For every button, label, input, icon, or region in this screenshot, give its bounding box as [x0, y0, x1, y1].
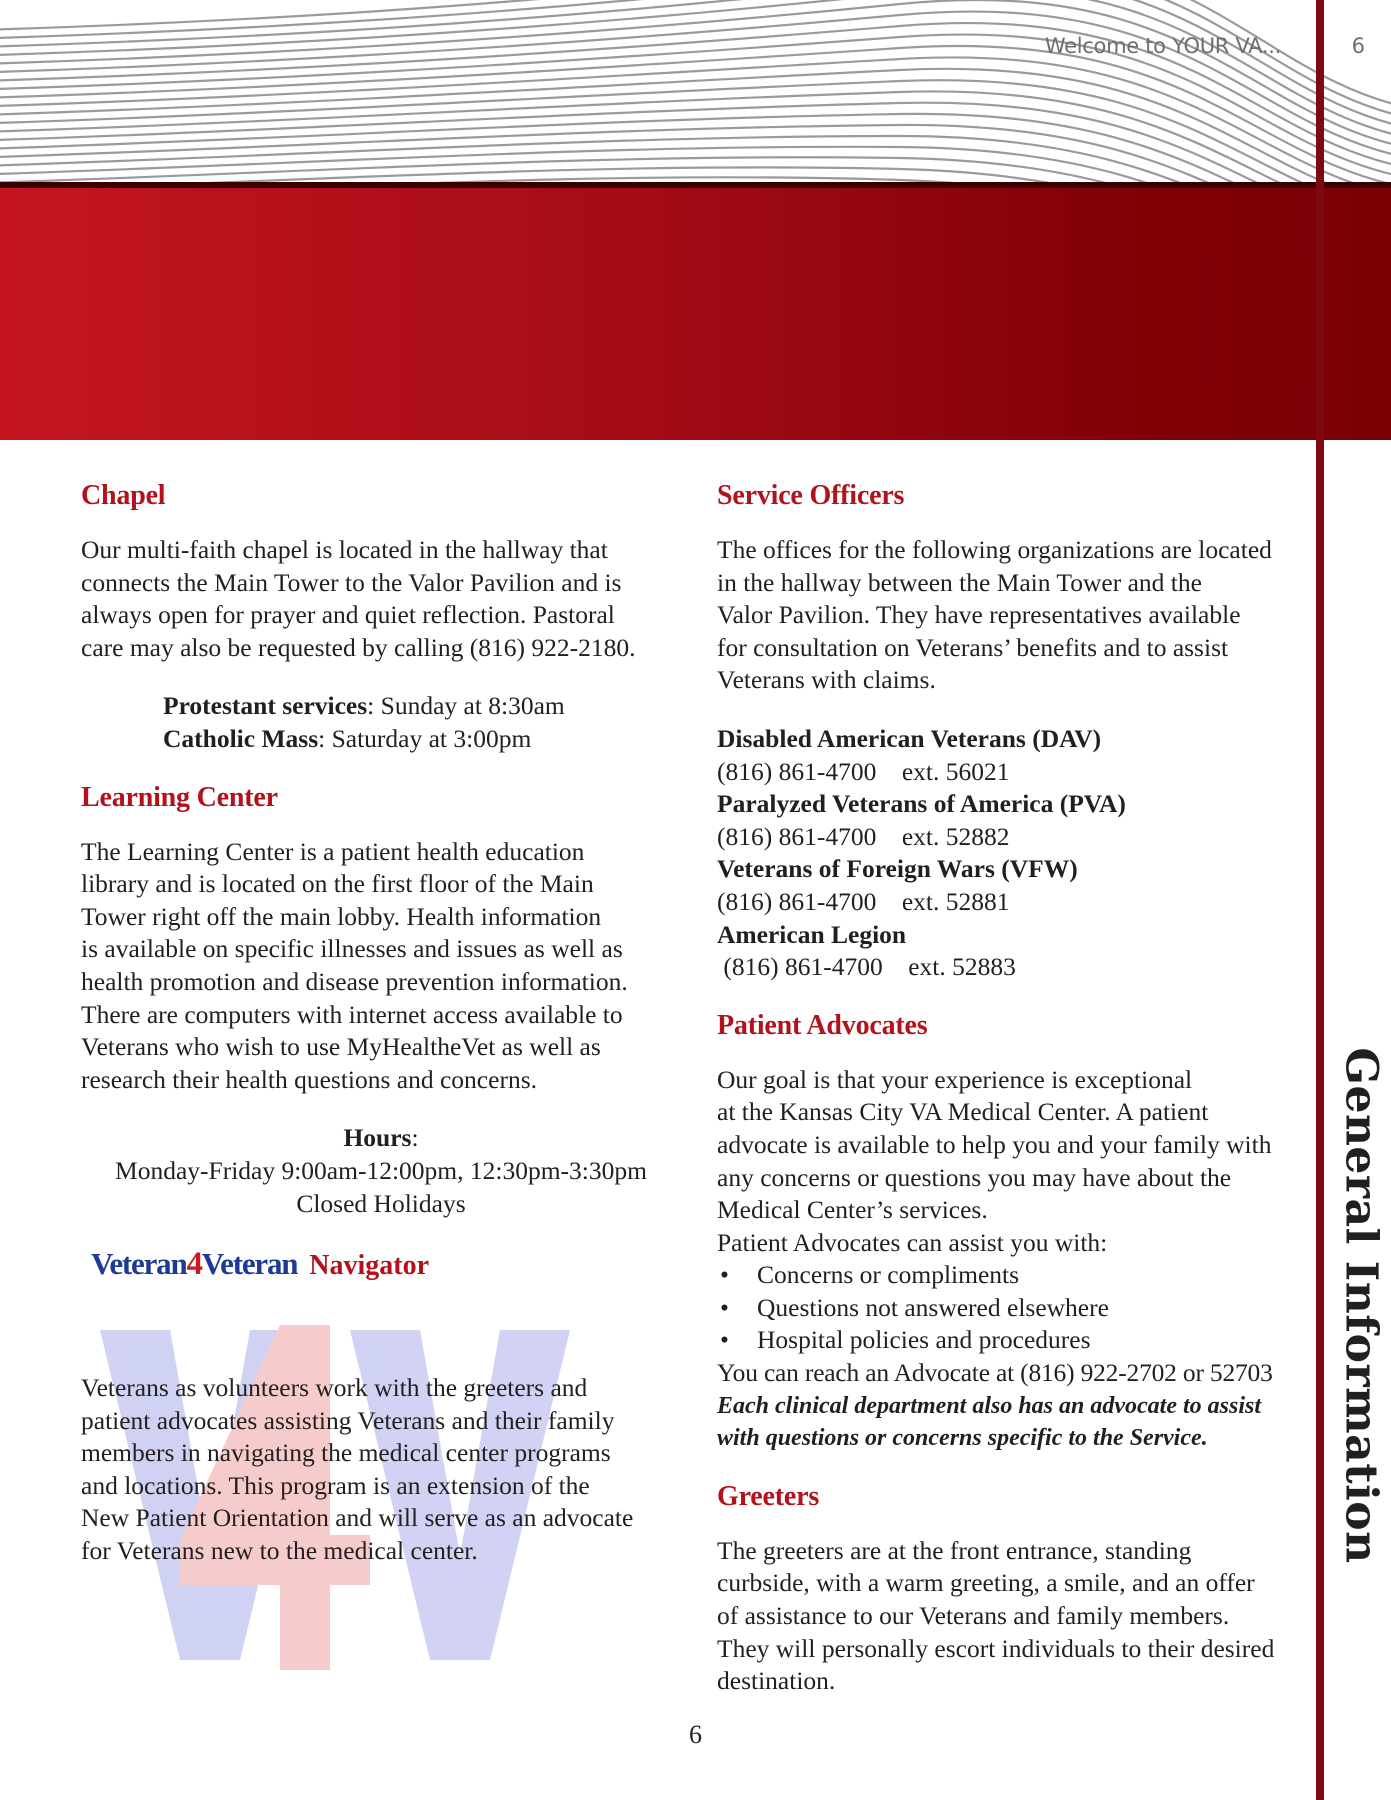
hours-line: Monday-Friday 9:00am-12:00pm, 12:30pm-3:30pm	[115, 1155, 647, 1185]
running-title: Welcome to YOUR VA...	[1044, 34, 1281, 58]
advocates-note-line: with questions or concerns specific to the Service.	[717, 1425, 1208, 1452]
service-officers-line: for consultation on Veterans’ benefits and to assist	[717, 632, 1229, 662]
bullet-icon: •	[720, 1260, 729, 1290]
service-line: Protestant services: Sunday at 8:30am	[163, 691, 565, 721]
chapel-services	[81, 690, 681, 755]
service-officers-heading: Service Officers	[717, 480, 905, 511]
learning-line: There are computers with internet access available to	[81, 999, 623, 1029]
org-phone: (816) 861-4700 ext. 56021	[717, 756, 1010, 786]
learning-line: is available on specific illnesses and issues as well as	[81, 934, 623, 964]
header-page-number: 6	[1351, 34, 1365, 58]
advocates-line: any concerns or questions you may have about the	[717, 1162, 1232, 1192]
greeters-line: of assistance to our Veterans and family members.	[717, 1601, 1230, 1631]
red-banner	[0, 182, 1391, 440]
org-phone: (816) 861-4700 ext. 52883	[717, 952, 1016, 982]
list-item: • Hospital policies and procedures	[717, 1324, 1317, 1357]
hours-line: Closed Holidays	[296, 1188, 466, 1218]
greeters-line: The greeters are at the front entrance, standing	[717, 1535, 1192, 1565]
service-officers-line: Veterans with claims.	[717, 665, 936, 695]
list-item: • Questions not answered elsewhere	[717, 1292, 1317, 1325]
advocates-line: advocate is available to help you and your family with	[717, 1129, 1272, 1159]
advocates-line: Patient Advocates can assist you with:	[717, 1227, 1108, 1257]
learning-line: library and is located on the first floor of the Main	[81, 869, 594, 899]
learning-line: research their health questions and concerns.	[81, 1064, 537, 1094]
v4v-line: members in navigating the medical center programs	[81, 1438, 611, 1468]
v4v-logo: Veteran4Veteran	[91, 1246, 298, 1283]
learning-center-hours	[81, 1122, 681, 1220]
section-tab-label: General Information	[1335, 1046, 1387, 1564]
organization-list	[717, 723, 1317, 984]
greeters-heading: Greeters	[717, 1480, 820, 1512]
hours-label: Hours:	[343, 1123, 419, 1153]
org-phone: (816) 861-4700 ext. 52881	[717, 886, 1010, 916]
chapel-line: connects the Main Tower to the Valor Pavilion and is	[81, 567, 622, 597]
wave-line	[0, 0, 1391, 150]
advocates-reach-line: You can reach an Advocate at (816) 922-2702 or 52703	[717, 1358, 1273, 1388]
advocates-line: Our goal is that your experience is exceptional	[717, 1064, 1193, 1094]
org-name: American Legion	[717, 919, 907, 949]
service-officers-line: The offices for the following organizations are located	[717, 535, 1272, 564]
greeters-line: They will personally escort individuals to their desired	[717, 1633, 1275, 1663]
v4v-line: and locations. This program is an extension of the	[81, 1470, 590, 1500]
org-name: Disabled American Veterans (DAV)	[717, 723, 1102, 753]
learning-line: The Learning Center is a patient health education	[81, 836, 585, 866]
learning-line: Veterans who wish to use MyHealtheVet as well as	[81, 1032, 601, 1062]
org-name: Veterans of Foreign Wars (VFW)	[717, 854, 1078, 884]
service-officers-line: Valor Pavilion. They have representatives available	[717, 600, 1241, 630]
chapel-line: care may also be requested by calling (816) 922-2180.	[81, 632, 636, 662]
advocates-line: at the Kansas City VA Medical Center. A patient	[717, 1097, 1209, 1127]
section-tab	[1316, 1046, 1391, 1564]
service-officers-line: in the hallway between the Main Tower and the	[717, 567, 1202, 597]
greeters-body	[717, 1535, 1317, 1698]
learning-line: health promotion and disease prevention information.	[81, 966, 628, 996]
advocates-line: Medical Center’s services.	[717, 1195, 988, 1225]
learning-line: Tower right off the main lobby. Health information	[81, 901, 602, 931]
v4v-line: for Veterans new to the medical center.	[81, 1535, 478, 1565]
patient-advocates-heading: Patient Advocates	[717, 1009, 928, 1041]
chapel-line: Our multi-faith chapel is located in the hallway that	[81, 535, 608, 564]
patient-advocates-body	[717, 1064, 1317, 1455]
v4v-line: Veterans as volunteers work with the greeters and	[81, 1373, 588, 1402]
greeters-line: destination.	[717, 1666, 836, 1696]
v4v-header	[91, 1246, 681, 1283]
v4v-line: patient advocates assisting Veterans and their family	[81, 1405, 615, 1435]
v4v-body	[81, 1372, 681, 1568]
advocates-bullet-list	[717, 1259, 1317, 1357]
list-item: • Concerns or compliments	[717, 1259, 1317, 1292]
header-wave-band	[0, 0, 1391, 190]
org-name: Paralyzed Veterans of America (PVA)	[717, 789, 1126, 819]
service-line: Catholic Mass: Saturday at 3:00pm	[163, 723, 532, 753]
left-column	[81, 480, 681, 1283]
chapel-heading: Chapel	[81, 480, 166, 511]
right-column	[717, 480, 1317, 1698]
side-rule	[1316, 0, 1324, 1800]
wave-lines-graphic	[0, 0, 1391, 190]
service-officers-body	[717, 534, 1317, 697]
learning-center-body	[81, 836, 681, 1097]
footer-page-number: 6	[689, 1720, 702, 1749]
greeters-line: curbside, with a warm greeting, a smile, and an offer	[717, 1568, 1255, 1598]
bullet-icon: •	[720, 1292, 729, 1322]
bullet-icon: •	[720, 1325, 729, 1355]
learning-center-heading: Learning Center	[81, 781, 278, 813]
chapel-body	[81, 534, 681, 664]
advocates-note-line: Each clinical department also has an advocate to assist	[717, 1392, 1262, 1419]
v4v-navigator-heading: Navigator	[309, 1250, 430, 1282]
chapel-line: always open for prayer and quiet reflection. Pastoral	[81, 600, 615, 630]
org-phone: (816) 861-4700 ext. 52882	[717, 821, 1010, 851]
v4v-line: New Patient Orientation and will serve as an advocate	[81, 1503, 634, 1533]
